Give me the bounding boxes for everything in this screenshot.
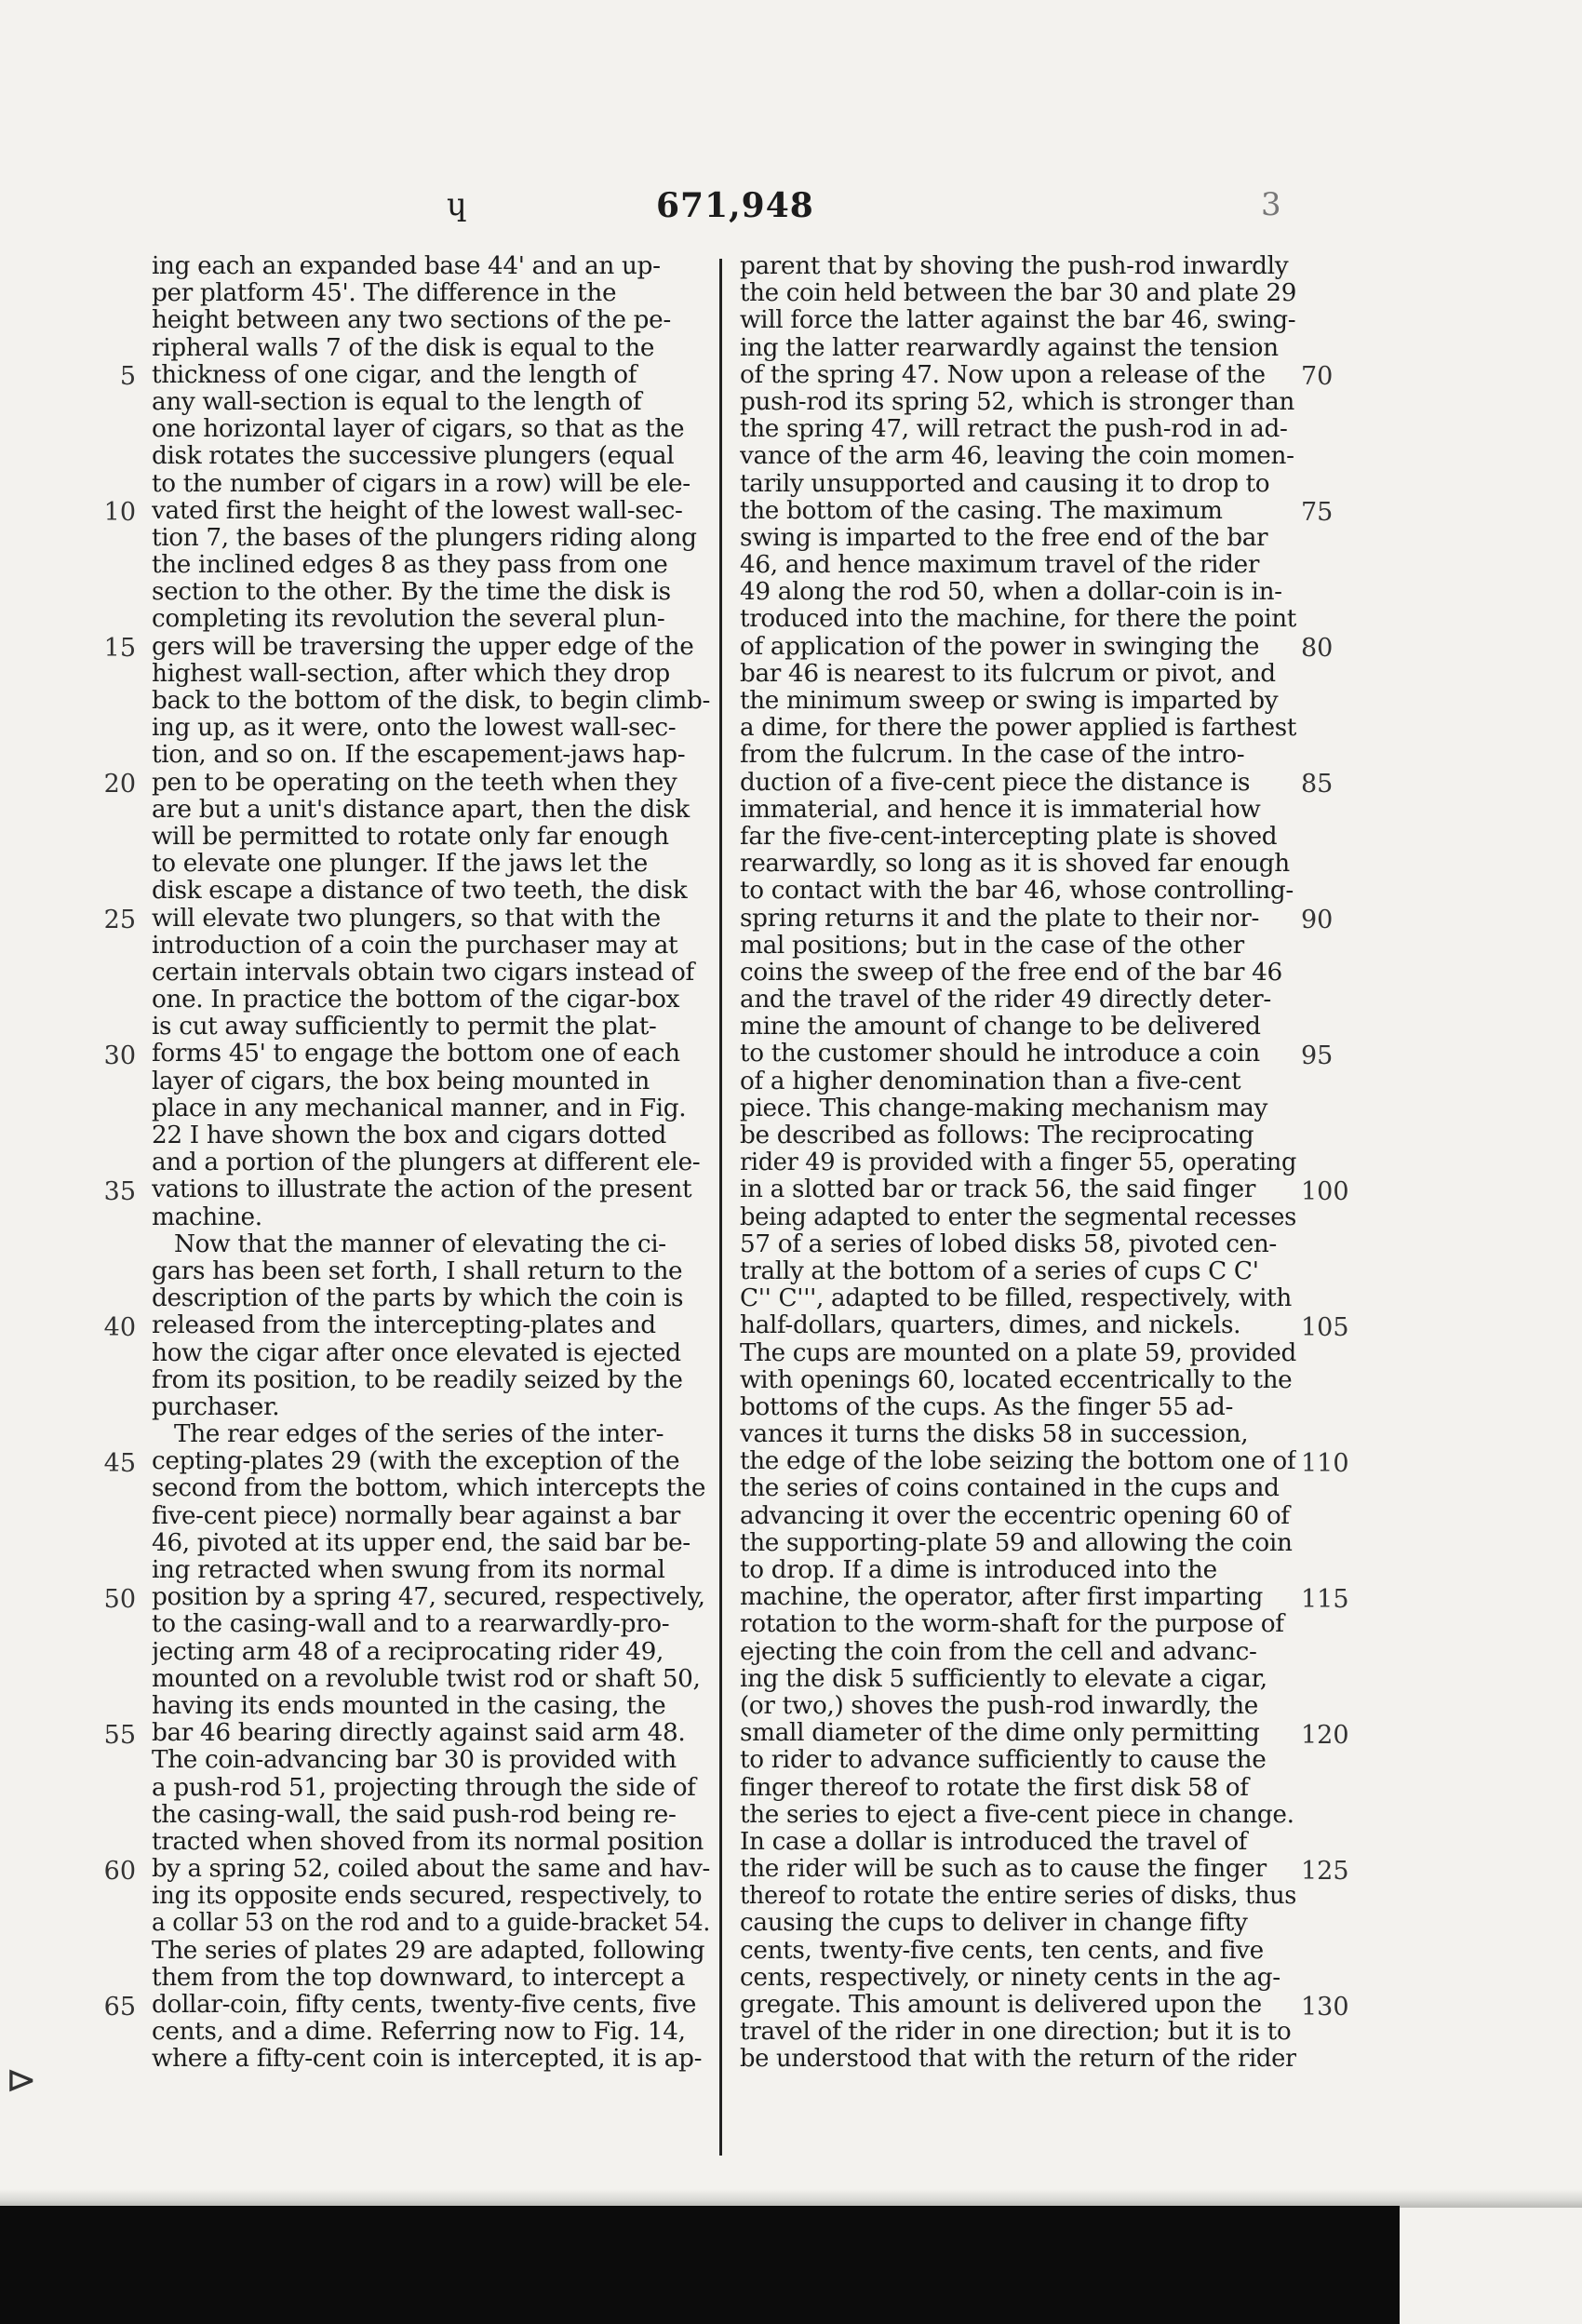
left-column-line: tion 7, the bases of the plungers riding along [152,524,697,552]
left-column-line: section to the other. By the time the disk is [152,579,671,607]
left-column-line: vated first the height of the lowest wall-sec- [152,497,683,525]
scan-border-band [0,2206,1400,2324]
left-column-line: ing retracted when swung from its normal [152,1557,665,1584]
left-column-line: are but a unit's distance apart, then the disk [152,796,690,824]
left-column-line: is cut away sufficiently to permit the plat- [152,1014,657,1041]
left-column-line: layer of cigars, the box being mounted in [152,1068,650,1095]
right-column-line: to contact with the bar 46, whose controlling- [740,878,1294,906]
right-column-line: 57 of a series of lobed disks 58, pivoted cen- [740,1230,1277,1258]
right-column-line: tarily unsupported and causing it to drop to [740,470,1270,498]
right-column-line: the series of coins contained in the cups and [740,1475,1280,1503]
right-column-line: with openings 60, located eccentrically to the [740,1366,1293,1394]
left-column-line: position by a spring 47, secured, respectively, [152,1584,705,1612]
right-column-line: being adapted to enter the segmental recesses [740,1203,1296,1231]
line-number: 125 [1301,1856,1349,1886]
right-column-line: the spring 47, will retract the push-rod in ad- [740,416,1288,444]
right-column-line: piece. This change-making mechanism may [740,1095,1268,1122]
right-column-line: be understood that with the return of the rider [740,2046,1296,2074]
right-column-line: rotation to the worm-shaft for the purpose of [740,1611,1284,1639]
left-column-line: 46, pivoted at its upper end, the said bar be- [152,1529,690,1557]
line-number: 120 [1301,1720,1349,1750]
line-number: 55 [103,1720,136,1750]
left-column-line: bar 46 bearing directly against said arm 48. [152,1720,686,1748]
right-column-line: (or two,) shoves the push-rod inwardly, the [740,1692,1258,1720]
right-column-line: the rider will be such as to cause the finger [740,1856,1267,1884]
right-column-line: bottoms of the cups. As the finger 55 ad- [740,1393,1234,1421]
line-number: 65 [103,1992,136,2022]
left-column-line: ing up, as it were, onto the lowest wall-sec- [152,715,677,743]
right-column-line: to the customer should he introduce a coin [740,1041,1260,1068]
left-column-line: gars has been set forth, I shall return to the [152,1257,683,1285]
right-column-line: ing the disk 5 sufficiently to elevate a cigar, [740,1665,1267,1693]
line-number: 45 [103,1448,136,1478]
line-number: 95 [1301,1041,1334,1070]
line-number: 5 [119,361,136,391]
left-column-line: dollar-coin, fifty cents, twenty-five cents, five [152,1992,697,2019]
right-column-line: ejecting the coin from the cell and advanc- [740,1638,1257,1666]
right-column-line: The cups are mounted on a plate 59, provided [740,1339,1296,1367]
right-column-line: 49 along the rod 50, when a dollar-coin is in- [740,579,1282,607]
line-number: 25 [103,905,136,934]
right-column-line: and the travel of the rider 49 directly deter- [740,987,1271,1014]
line-number: 20 [103,769,136,799]
left-column-line: place in any mechanical manner, and in Fig. [152,1095,687,1122]
left-column-line: purchaser. [152,1393,280,1421]
left-column-line: cents, and a dime. Referring now to Fig. 14, [152,2019,686,2047]
left-column-line: one. In practice the bottom of the cigar-box [152,987,680,1014]
left-column-line: back to the bottom of the disk, to begin climb- [152,688,710,715]
right-column-line: machine, the operator, after first imparting [740,1584,1263,1612]
left-column-line: the casing-wall, the said push-rod being re- [152,1801,677,1829]
left-column-line: highest wall-section, after which they drop [152,660,670,688]
left-column-line: certain intervals obtain two cigars instead of [152,959,694,987]
left-column-line: one horizontal layer of cigars, so that as the [152,416,685,444]
right-column-line: cents, respectively, or ninety cents in the ag- [740,1964,1280,1992]
right-column-line: a dime, for there the power applied is farthest [740,715,1296,743]
right-column-line: far the five-cent-intercepting plate is shoved [740,823,1278,851]
line-number: 115 [1301,1584,1349,1614]
right-column-line: of application of the power in swinging the [740,633,1260,661]
left-column-line: cepting-plates 29 (with the exception of the [152,1448,680,1476]
left-column-line: per platform 45'. The difference in the [152,280,617,308]
left-column-line: a collar 53 on the rod and to a guide-bracket 54. [152,1910,710,1938]
right-column-line: the supporting-plate 59 and allowing the coin [740,1529,1293,1557]
left-column-line: The rear edges of the series of the inter- [152,1421,664,1449]
right-column-line: the minimum sweep or swing is imparted by [740,688,1279,715]
line-number: 80 [1301,633,1334,663]
right-column-line: coins the sweep of the free end of the bar 46 [740,959,1282,987]
line-number: 75 [1301,497,1334,527]
right-column-line: be described as follows: The reciprocating [740,1122,1254,1149]
left-column-line: mounted on a revoluble twist rod or shaft 50, [152,1665,701,1693]
right-column-line: will force the latter against the bar 46, swing- [740,307,1296,335]
right-column-line: duction of a five-cent piece the distance is [740,769,1251,797]
left-column-line: disk escape a distance of two teeth, the disk [152,878,688,906]
left-column-line: to the number of cigars in a row) will be ele- [152,470,690,498]
line-number: 30 [103,1041,136,1070]
left-column-line: from its position, to be readily seized by the [152,1366,683,1394]
line-number: 10 [103,497,136,527]
right-column-line: immaterial, and hence it is immaterial how [740,796,1261,824]
line-number: 70 [1301,361,1334,391]
right-column-line: rearwardly, so long as it is shoved far enough [740,851,1290,879]
left-column-line: released from the intercepting-plates and [152,1312,656,1340]
left-column-line: to the casing-wall and to a rearwardly-pro- [152,1611,670,1639]
right-column-line: troduced into the machine, for there the point [740,606,1296,634]
left-text-column [152,253,710,2074]
line-number: 100 [1301,1176,1349,1206]
left-column-line: to elevate one plunger. If the jaws let the [152,851,648,879]
right-column-line: from the fulcrum. In the case of the intro- [740,742,1245,770]
left-column-line: jecting arm 48 of a reciprocating rider 49, [152,1638,664,1666]
right-column-line: mine the amount of change to be delivered [740,1014,1261,1041]
right-column-line: to rider to advance sufficiently to cause the [740,1747,1267,1775]
left-column-line: ripheral walls 7 of the disk is equal to the [152,334,655,362]
right-column-line: ing the latter rearwardly against the tension [740,334,1279,362]
left-column-line: vations to illustrate the action of the present [152,1176,692,1204]
right-column-line: small diameter of the dime only permitting [740,1720,1260,1748]
left-column-line: the inclined edges 8 as they pass from one [152,552,668,580]
line-number: 90 [1301,905,1334,934]
column-divider [719,259,722,2156]
left-column-line: where a fifty-cent coin is intercepted, it is ap- [152,2046,703,2074]
right-column-line: to drop. If a dime is introduced into the [740,1557,1217,1584]
right-column-line: bar 46 is nearest to its fulcrum or pivot, and [740,660,1276,688]
left-column-line: disk rotates the successive plungers (equal [152,443,675,471]
right-column-line: advancing it over the eccentric opening 60 of [740,1502,1290,1530]
left-column-line: and a portion of the plungers at different ele- [152,1149,701,1177]
line-number: 130 [1301,1992,1349,2022]
right-column-line: half-dollars, quarters, dimes, and nickels. [740,1312,1241,1340]
right-column-line: the bottom of the casing. The maximum [740,497,1223,525]
line-number: 35 [103,1176,136,1206]
line-number: 60 [103,1856,136,1886]
right-text-column [740,253,1296,2074]
left-column-line: ing each an expanded base 44' and an up- [152,253,661,280]
right-column-line: rider 49 is provided with a finger 55, operating [740,1149,1296,1177]
left-column-line: completing its revolution the several plun- [152,606,665,634]
left-column-line: ing its opposite ends secured, respectively, to [152,1883,703,1911]
right-column-line: the coin held between the bar 30 and plate 29 [740,280,1296,308]
left-column-line: machine. [152,1203,262,1231]
right-column-line: spring returns it and the plate to their nor- [740,905,1260,933]
left-column-line: height between any two sections of the pe- [152,307,671,335]
left-column-line: a push-rod 51, projecting through the side of [152,1774,696,1802]
left-column-line: having its ends mounted in the casing, the [152,1692,666,1720]
left-column-line: description of the parts by which the coin is [152,1285,684,1313]
header-mark: ɥ [447,186,467,223]
left-column-line: introduction of a coin the purchaser may at [152,932,678,960]
right-column-line: push-rod its spring 52, which is stronger than [740,388,1295,416]
left-column-line: tion, and so on. If the escapement-jaws hap- [152,742,686,770]
line-number: 40 [103,1312,136,1342]
left-column-line: will elevate two plungers, so that with the [152,905,661,933]
right-column-line: trally at the bottom of a series of cups C C' [740,1257,1259,1285]
left-column-line: gers will be traversing the upper edge of the [152,633,694,661]
right-column-line: of the spring 47. Now upon a release of the [740,361,1266,389]
right-column-line: the edge of the lobe seizing the bottom one of [740,1448,1296,1476]
left-column-line: by a spring 52, coiled about the same and hav- [152,1856,710,1884]
right-column-line: causing the cups to deliver in change fifty [740,1910,1248,1938]
right-column-line: finger thereof to rotate the first disk 58 of [740,1774,1249,1802]
right-column-line: vances it turns the disks 58 in succession, [740,1421,1249,1449]
patent-number: 671,948 [656,186,814,225]
left-column-line: 22 I have shown the box and cigars dotted [152,1122,667,1149]
right-column-line: 46, and hence maximum travel of the rider [740,552,1260,580]
right-column-line: cents, twenty-five cents, ten cents, and five [740,1937,1264,1965]
right-column-line: In case a dollar is introduced the travel of [740,1828,1248,1856]
left-column-line: will be permitted to rotate only far enough [152,823,669,851]
right-column-line: in a slotted bar or track 56, the said finger [740,1176,1256,1204]
left-column-line: forms 45' to engage the bottom one of each [152,1041,680,1068]
right-column-line: parent that by shoving the push-rod inwardly [740,253,1289,280]
left-column-line: The coin-advancing bar 30 is provided with [152,1747,677,1775]
right-column-line: thereof to rotate the entire series of disks, thus [740,1883,1296,1911]
scan-edge-mark: ⊳ [6,2059,37,2102]
left-column-line: any wall-section is equal to the length of [152,388,642,416]
right-column-line: the series to eject a five-cent piece in change. [740,1801,1294,1829]
line-number: 50 [103,1584,136,1614]
right-column-line: mal positions; but in the case of the other [740,932,1244,960]
page-mark: 3 [1261,186,1281,223]
right-column-line: travel of the rider in one direction; but it is to [740,2019,1292,2047]
left-column-line: thickness of one cigar, and the length of [152,361,637,389]
right-column-line: of a higher denomination than a five-cent [740,1068,1241,1095]
left-column-line: tracted when shoved from its normal position [152,1828,704,1856]
left-column-line: pen to be operating on the teeth when they [152,769,677,797]
scan-speckle [0,2189,1582,2208]
left-column-line: second from the bottom, which intercepts the [152,1475,706,1503]
right-column-line: swing is imparted to the free end of the bar [740,524,1268,552]
line-number: 110 [1301,1448,1349,1478]
left-column-line: Now that the manner of elevating the ci- [152,1230,666,1258]
right-column-line: gregate. This amount is delivered upon the [740,1992,1262,2019]
left-column-line: them from the top downward, to intercept a [152,1964,686,1992]
line-number: 15 [103,633,136,663]
left-column-line: how the cigar after once elevated is ejected [152,1339,681,1367]
line-number: 105 [1301,1312,1349,1342]
line-number: 85 [1301,769,1334,799]
left-column-line: five-cent piece) normally bear against a bar [152,1502,680,1530]
right-column-line: vance of the arm 46, leaving the coin momen- [740,443,1294,471]
right-column-line: C'' C''', adapted to be filled, respectively, with [740,1285,1292,1313]
left-column-line: The series of plates 29 are adapted, following [152,1937,705,1965]
